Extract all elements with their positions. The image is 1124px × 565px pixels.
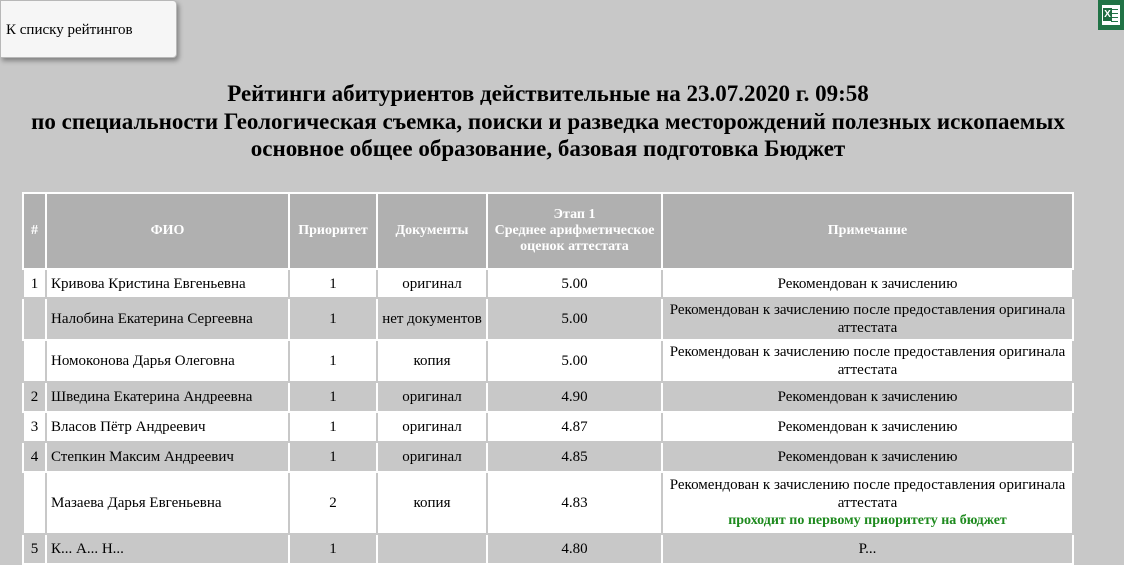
cell-note: Рекомендован к зачислению [662,442,1073,472]
col-header-average: Среднее арифметическое оценок аттестата [494,223,655,254]
excel-sheet-icon [1102,5,1120,25]
note-text: Рекомендован к зачислению после предоставления оригинала аттестата [669,477,1066,511]
rating-table [22,192,1074,565]
cell-documents [377,534,487,564]
excel-export-icon[interactable] [1098,0,1124,30]
back-to-ratings-button[interactable]: К списку рейтингов [0,0,177,58]
cell-fio: Мазаева Дарья Евгеньевна [46,472,289,534]
cell-score: 5.00 [487,269,662,298]
cell-score: 4.80 [487,534,662,564]
cell-priority: 1 [289,442,377,472]
cell-score: 4.85 [487,442,662,472]
cell-num [23,340,46,382]
cell-fio: К... А... Н... [46,534,289,564]
cell-priority: 1 [289,534,377,564]
cell-fio: Степкин Максим Андреевич [46,442,289,472]
cell-num: 5 [23,534,46,564]
cell-documents: оригинал [377,382,487,412]
cell-fio: Власов Пётр Андреевич [46,412,289,442]
cell-priority: 1 [289,382,377,412]
cell-documents: оригинал [377,269,487,298]
col-header-documents: Документы [377,193,487,269]
cell-note: Рекомендован к зачислению [662,412,1073,442]
cell-documents: оригинал [377,442,487,472]
cell-num [23,472,46,534]
col-header-stage: Этап 1 [553,207,596,222]
table-row [23,269,1073,298]
table-row [23,534,1073,564]
note-priority-text: проходит по первому приоритету на бюджет [728,513,1007,528]
cell-fio: Налобина Екатерина Сергеевна [46,298,289,340]
title-line-specialty: по специальности Геологическая съемка, поиски и разведка месторождений полезных ископаемых [31,108,1065,134]
table-row [23,472,1073,534]
table-row [23,442,1073,472]
cell-score: 5.00 [487,340,662,382]
table-row [23,382,1073,412]
cell-num: 3 [23,412,46,442]
col-header-note: Примечание [662,193,1073,269]
cell-note: Рекомендован к зачислению после предоставления оригинала аттестата [662,298,1073,340]
cell-priority: 1 [289,269,377,298]
col-header-fio: ФИО [46,193,289,269]
cell-documents: оригинал [377,412,487,442]
excel-x-badge: X [1104,9,1111,20]
table-row [23,412,1073,442]
cell-num: 4 [23,442,46,472]
cell-priority: 2 [289,472,377,534]
table-row [23,298,1073,340]
cell-priority: 1 [289,298,377,340]
cell-num: 2 [23,382,46,412]
cell-fio: Номоконова Дарья Олеговна [46,340,289,382]
table-row [23,340,1073,382]
col-header-priority: Приоритет [289,193,377,269]
cell-priority: 1 [289,340,377,382]
title-line-date: Рейтинги абитуриентов действительные на 23.07.2020 г. 09:58 [227,81,869,106]
cell-score: 4.90 [487,382,662,412]
page-title [0,80,1096,163]
title-line-education: основное общее образование, базовая подготовка Бюджет [250,136,846,161]
cell-score: 5.00 [487,298,662,340]
col-header-score [487,193,662,269]
cell-num: 1 [23,269,46,298]
cell-documents: копия [377,340,487,382]
cell-note [662,472,1073,534]
table-header-row [23,193,1073,269]
cell-note: Рекомендован к зачислению [662,269,1073,298]
cell-score: 4.83 [487,472,662,534]
cell-note: Рекомендован к зачислению [662,382,1073,412]
cell-documents: копия [377,472,487,534]
cell-priority: 1 [289,412,377,442]
cell-note: Р... [662,534,1073,564]
cell-documents: нет документов [377,298,487,340]
cell-score: 4.87 [487,412,662,442]
cell-note: Рекомендован к зачислению после предоставления оригинала аттестата [662,340,1073,382]
col-header-num: # [23,193,46,269]
cell-fio: Шведина Екатерина Андреевна [46,382,289,412]
cell-num [23,298,46,340]
cell-fio: Кривова Кристина Евгеньевна [46,269,289,298]
